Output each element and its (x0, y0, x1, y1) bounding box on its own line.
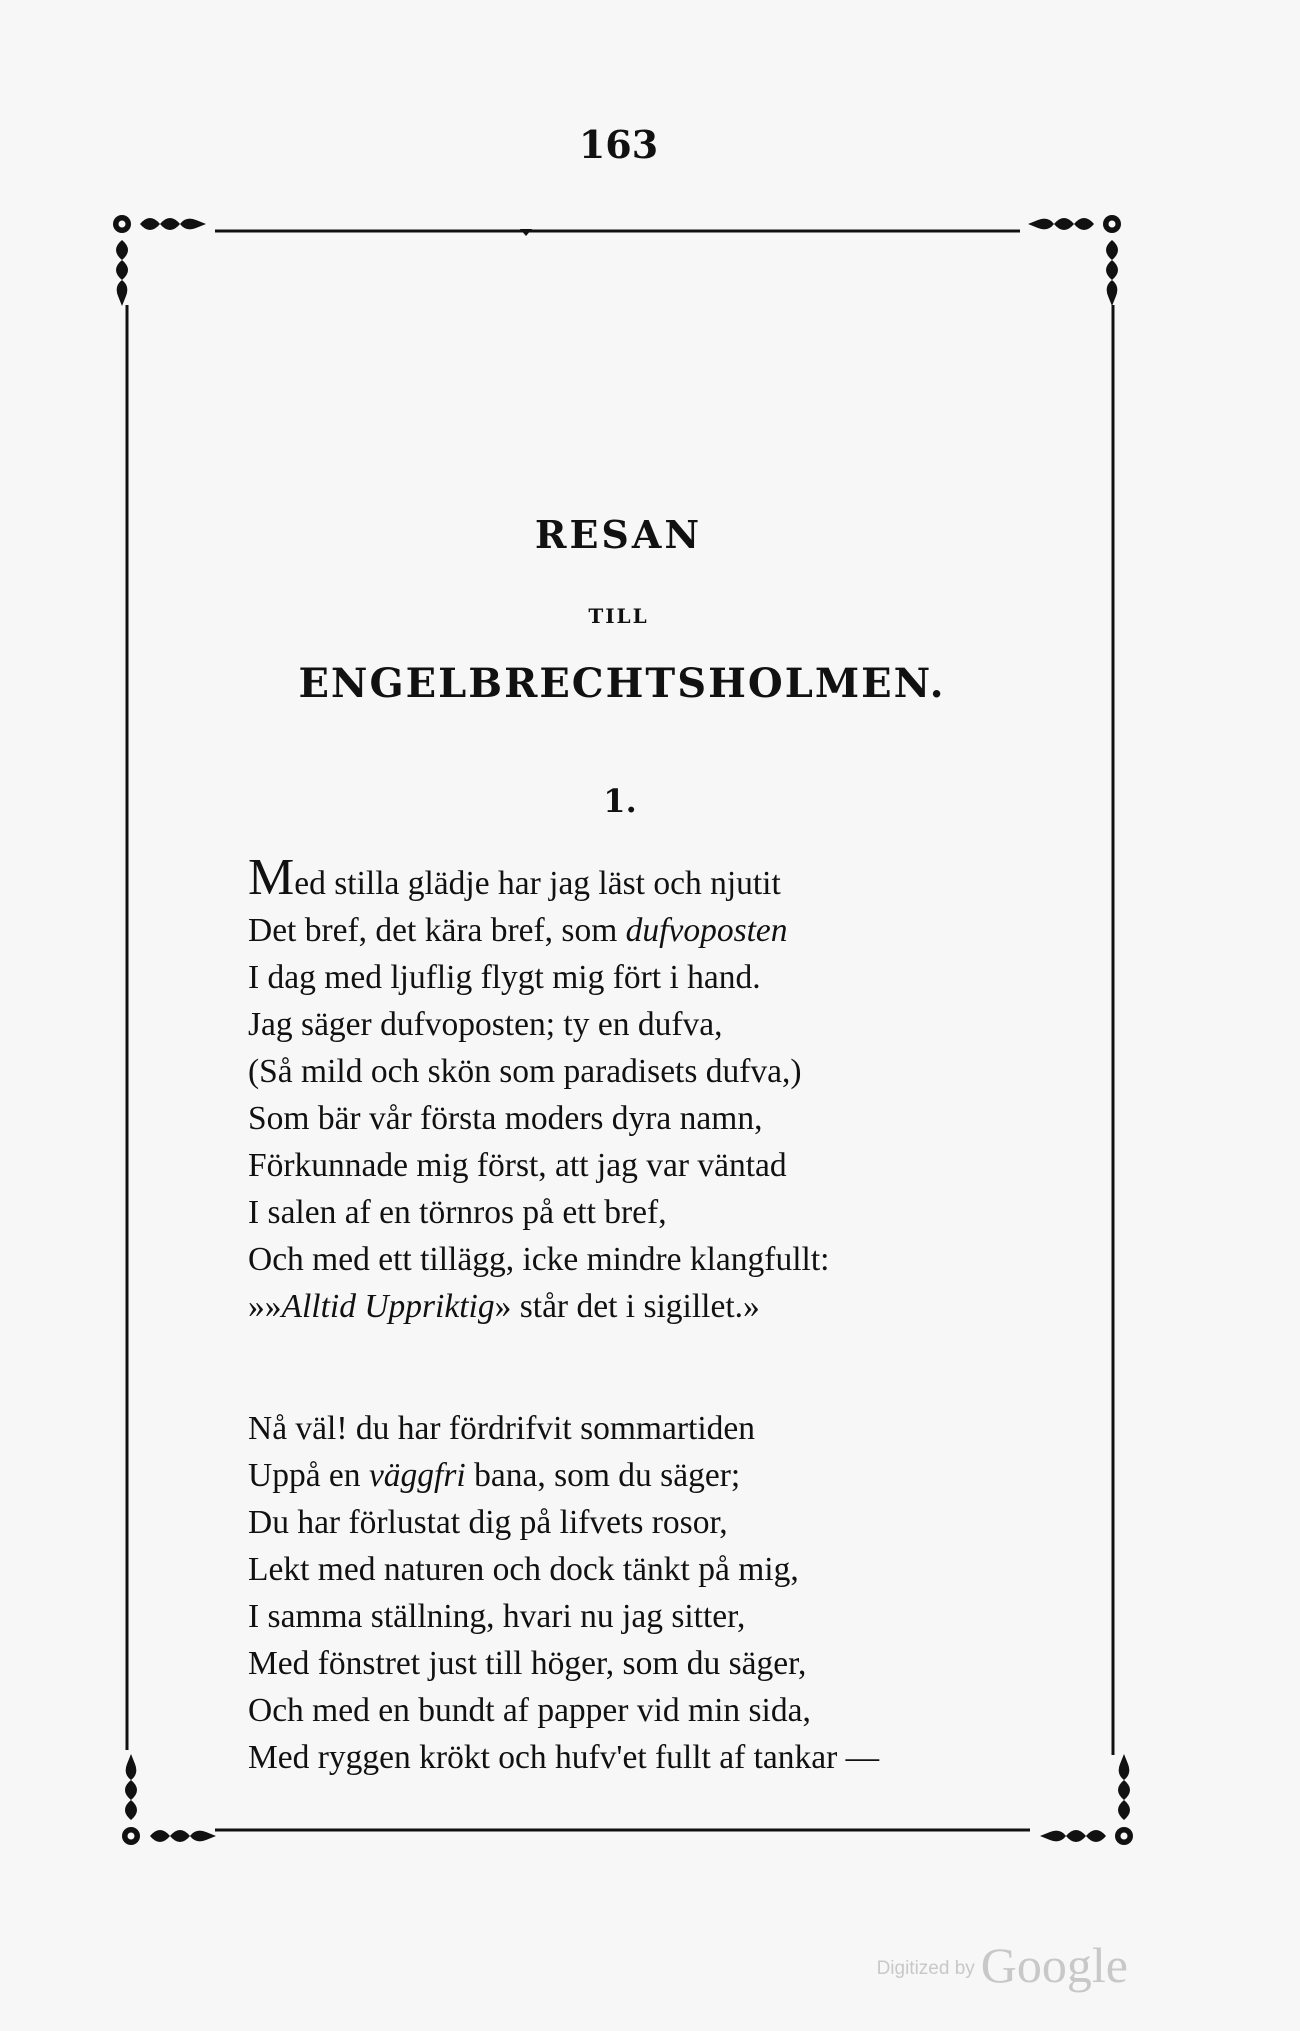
corner-ornament-bottom-left (122, 1754, 216, 1845)
poem-line (248, 907, 968, 954)
google-logo: Google (980, 1937, 1128, 1993)
poem-line (248, 1687, 968, 1734)
line-text: Lekt med naturen och dock tänkt på mig, (248, 1551, 799, 1588)
poem-line (248, 1452, 968, 1499)
title-main: RESAN (534, 512, 703, 557)
poem-line (248, 1236, 968, 1283)
line-text: ed stilla glädje har jag läst och njutit (294, 865, 781, 902)
poem-line (248, 1640, 968, 1687)
line-text: (Så mild och skön som paradisets dufva,) (248, 1053, 802, 1090)
digitized-by-google-watermark (877, 1936, 1128, 1994)
line-text: Uppå en (248, 1457, 369, 1494)
poem-line (248, 1048, 968, 1095)
line-text: Med fönstret just till höger, som du säger, (248, 1645, 807, 1682)
italic-text: dufvoposten (625, 912, 788, 949)
line-text: I dag med ljuflig flygt mig fört i hand. (248, 959, 761, 996)
line-text: Med ryggen krökt och hufv'et fullt af tankar — (248, 1739, 880, 1776)
stanza-2 (248, 1405, 968, 1781)
poem-line (248, 1142, 968, 1189)
line-text: Du har förlustat dig på lifvets rosor, (248, 1504, 728, 1541)
line-text: bana, som du säger; (465, 1457, 741, 1494)
line-text: Och med ett tillägg, icke mindre klangfullt: (248, 1241, 830, 1278)
italic-text: Alltid Uppriktig (281, 1288, 495, 1325)
corner-ornament-bottom-right (1040, 1754, 1133, 1845)
line-text: Jag säger dufvoposten; ty en dufva, (248, 1006, 723, 1043)
poem-line (248, 1593, 968, 1640)
line-text: Och med en bundt af papper vid min sida, (248, 1692, 811, 1729)
stanza-1 (248, 849, 968, 1330)
poem-line (248, 1189, 968, 1236)
poem-line (248, 954, 968, 1001)
poem-line (248, 1405, 968, 1452)
poem-line (248, 1095, 968, 1142)
section-number: 1. (603, 782, 637, 820)
drop-cap: M (248, 849, 295, 906)
corner-ornament-top-right (1028, 215, 1121, 306)
line-text: Det bref, det kära bref, som (248, 912, 626, 949)
line-text: Som bär vår första moders dyra namn, (248, 1100, 763, 1137)
poem-line (248, 1001, 968, 1048)
poem-line (248, 1499, 968, 1546)
page-number: 163 (578, 122, 659, 167)
line-text: I salen af en törnros på ett bref, (248, 1194, 667, 1231)
poem-line (248, 849, 968, 907)
line-text: I samma ställning, hvari nu jag sitter, (248, 1598, 746, 1635)
poem-line (248, 1734, 968, 1781)
title-second: ENGELBRECHTSHOLMEN. (298, 660, 946, 707)
line-text: » står det i sigillet.» (494, 1288, 760, 1325)
line-text: Nå väl! du har fördrifvit sommartiden (248, 1410, 755, 1447)
line-text: »» (248, 1288, 282, 1325)
italic-text: väggfri (368, 1457, 466, 1494)
title-connector: TILL (588, 604, 649, 628)
poem-line (248, 1283, 968, 1330)
line-text: Förkunnade mig först, att jag var väntad (248, 1147, 787, 1184)
poem-line (248, 1546, 968, 1593)
watermark-prefix: Digitized by (876, 1958, 975, 1979)
corner-ornament-top-left (113, 215, 206, 306)
